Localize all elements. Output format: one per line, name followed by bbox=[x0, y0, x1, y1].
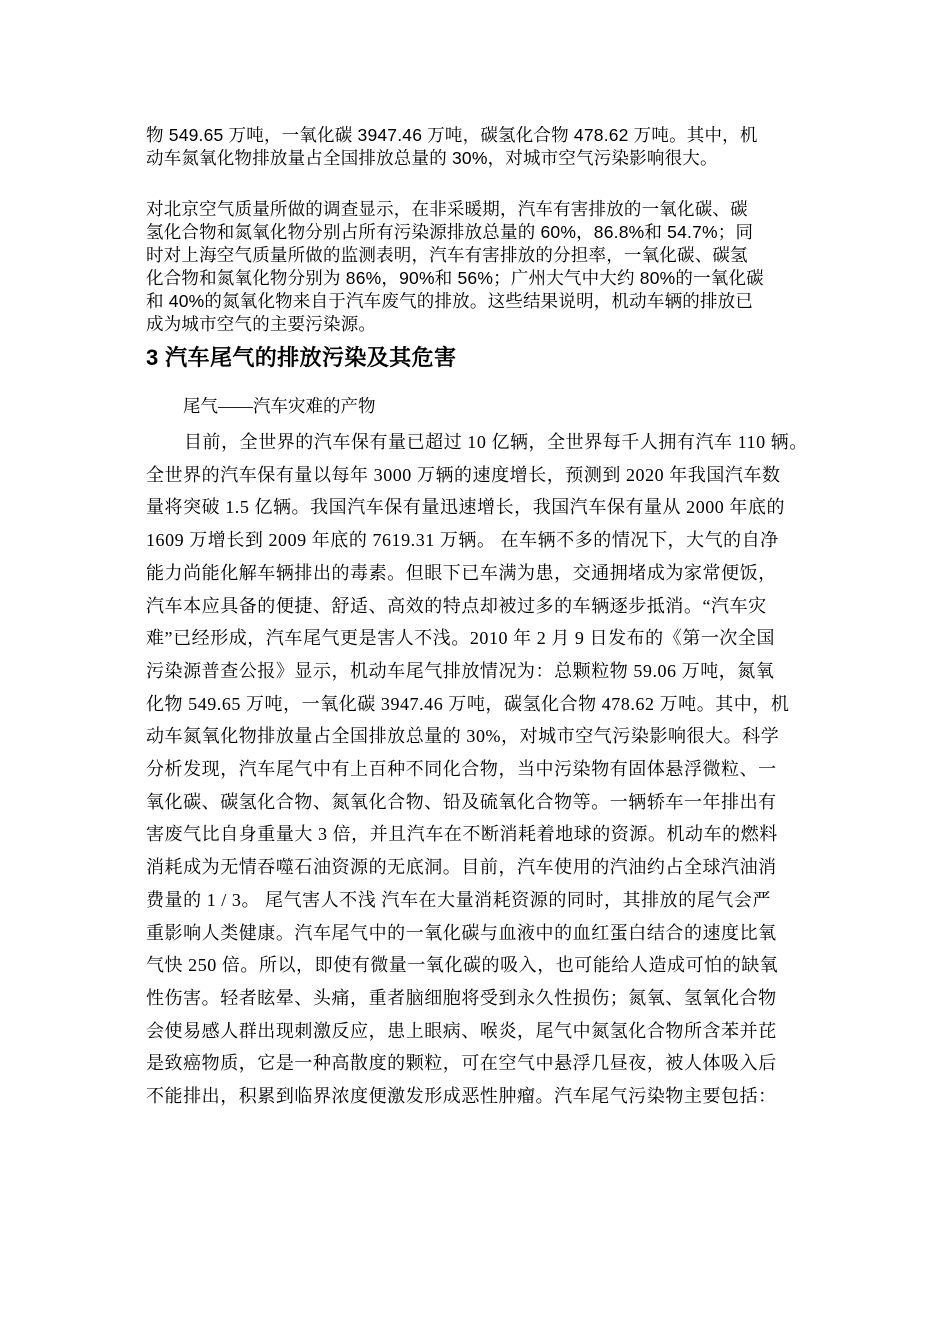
paragraph-exhaust-hazards bbox=[146, 426, 814, 1113]
text-line: 是致癌物质，它是一种高散度的颗粒，可在空气中悬浮几昼夜，被人体吸入后 bbox=[146, 1053, 777, 1074]
text-line: 化合物和氮氧化物分别为 86%，90%和 56%；广州大气中大约 80%的一氧化碳 bbox=[146, 268, 764, 288]
text-line: 污染源普查公报》显示，机动车尾气排放情况为：总颗粒物 59.06 万吨，氮氧 bbox=[146, 660, 775, 681]
text-line: 成为城市空气的主要污染源。 bbox=[146, 314, 377, 334]
text-line: 对北京空气质量所做的调查显示，在非采暖期，汽车有害排放的一氧化碳、碳 bbox=[146, 199, 748, 219]
text-line: 消耗成为无情吞噬石油资源的无底洞。目前，汽车使用的汽油约占全球汽油消 bbox=[146, 857, 777, 878]
text-line: 难”已经形成，汽车尾气更是害人不浅。2010 年 2 月 9 日发布的《第一次全国 bbox=[146, 628, 776, 649]
text-line: 量将突破 1.5 亿辆。我国汽车保有量迅速增长，我国汽车保有量从 2000 年底的 bbox=[146, 497, 786, 518]
text-line: 物 549.65 万吨，一氧化碳 3947.46 万吨，碳氢化合物 478.62 万吨。其中，机 bbox=[146, 125, 758, 145]
text-line: 和 40%的氮氧化物来自于汽车废气的排放。这些结果说明，机动车辆的排放已 bbox=[146, 291, 754, 311]
paragraph-city-survey bbox=[146, 198, 814, 336]
text-line: 氢化合物和氮氧化物分别占所有污染源排放总量的 60%，86.8%和 54.7%；同 bbox=[146, 222, 754, 242]
text-line: 汽车本应具备的便捷、舒适、高效的特点却被过多的车辆逐步抵消。“汽车灾 bbox=[146, 595, 767, 616]
text-line: 全世界的汽车保有量以每年 3000 万辆的速度增长，预测到 2020 年我国汽车数 bbox=[146, 464, 781, 485]
text-line: 会使易感人群出现刺激反应，患上眼病、喉炎，尾气中氮氢化合物所含苯并芘 bbox=[146, 1020, 777, 1041]
text-line: 气快 250 倍。所以，即使有微量一氧化碳的吸入，也可能给人造成可怕的缺氧 bbox=[146, 955, 779, 976]
text-line: 分析发现，汽车尾气中有上百种不同化合物，当中污染物有固体悬浮微粒、一 bbox=[146, 759, 777, 780]
text-line: 不能排出，积累到临界浓度便激发形成恶性肿瘤。汽车尾气污染物主要包括： bbox=[146, 1086, 777, 1107]
text-line: 重影响人类健康。汽车尾气中的一氧化碳与血液中的血红蛋白结合的速度比氧 bbox=[146, 922, 777, 943]
section-heading: 3 汽车尾气的排放污染及其危害 bbox=[146, 345, 457, 370]
text-line: 时对上海空气质量所做的监测表明，汽车有害排放的分担率，一氧化碳、碳氢 bbox=[146, 245, 748, 265]
text-line: 性伤害。轻者眩晕、头痛，重者脑细胞将受到永久性损伤；氮氧、氢氧化合物 bbox=[146, 987, 777, 1008]
text-line: 1609 万增长到 2009 年底的 7619.31 万辆。 在车辆不多的情况下，大气的自净 bbox=[146, 530, 779, 551]
text-line: 费量的 1 / 3。 尾气害人不浅 汽车在大量消耗资源的同时，其排放的尾气会严 bbox=[146, 889, 771, 910]
paragraph-emissions-continued bbox=[146, 124, 814, 170]
text-line: 能力尚能化解车辆排出的毒素。但眼下已车满为患，交通拥堵成为家常便饭， bbox=[146, 562, 777, 583]
text-line: 目前，全世界的汽车保有量已超过 10 亿辆，全世界每千人拥有汽车 110 辆。 bbox=[184, 432, 808, 452]
section-subtitle: 尾气——汽车灾难的产物 bbox=[183, 396, 376, 416]
text-line: 动车氮氧化物排放量占全国排放总量的 30%，对城市空气污染影响很大。 bbox=[146, 148, 718, 168]
text-line: 动车氮氧化物排放量占全国排放总量的 30%，对城市空气污染影响很大。科学 bbox=[146, 726, 780, 747]
text-line: 氧化碳、碳氢化合物、氮氧化合物、铅及硫氧化合物等。一辆轿车一年排出有 bbox=[146, 791, 777, 812]
text-line: 害废气比自身重量大 3 倍，并且汽车在不断消耗着地球的资源。机动车的燃料 bbox=[146, 824, 778, 845]
text-line: 化物 549.65 万吨，一氧化碳 3947.46 万吨，碳氢化合物 478.62 万吨。其中，机 bbox=[146, 693, 790, 714]
